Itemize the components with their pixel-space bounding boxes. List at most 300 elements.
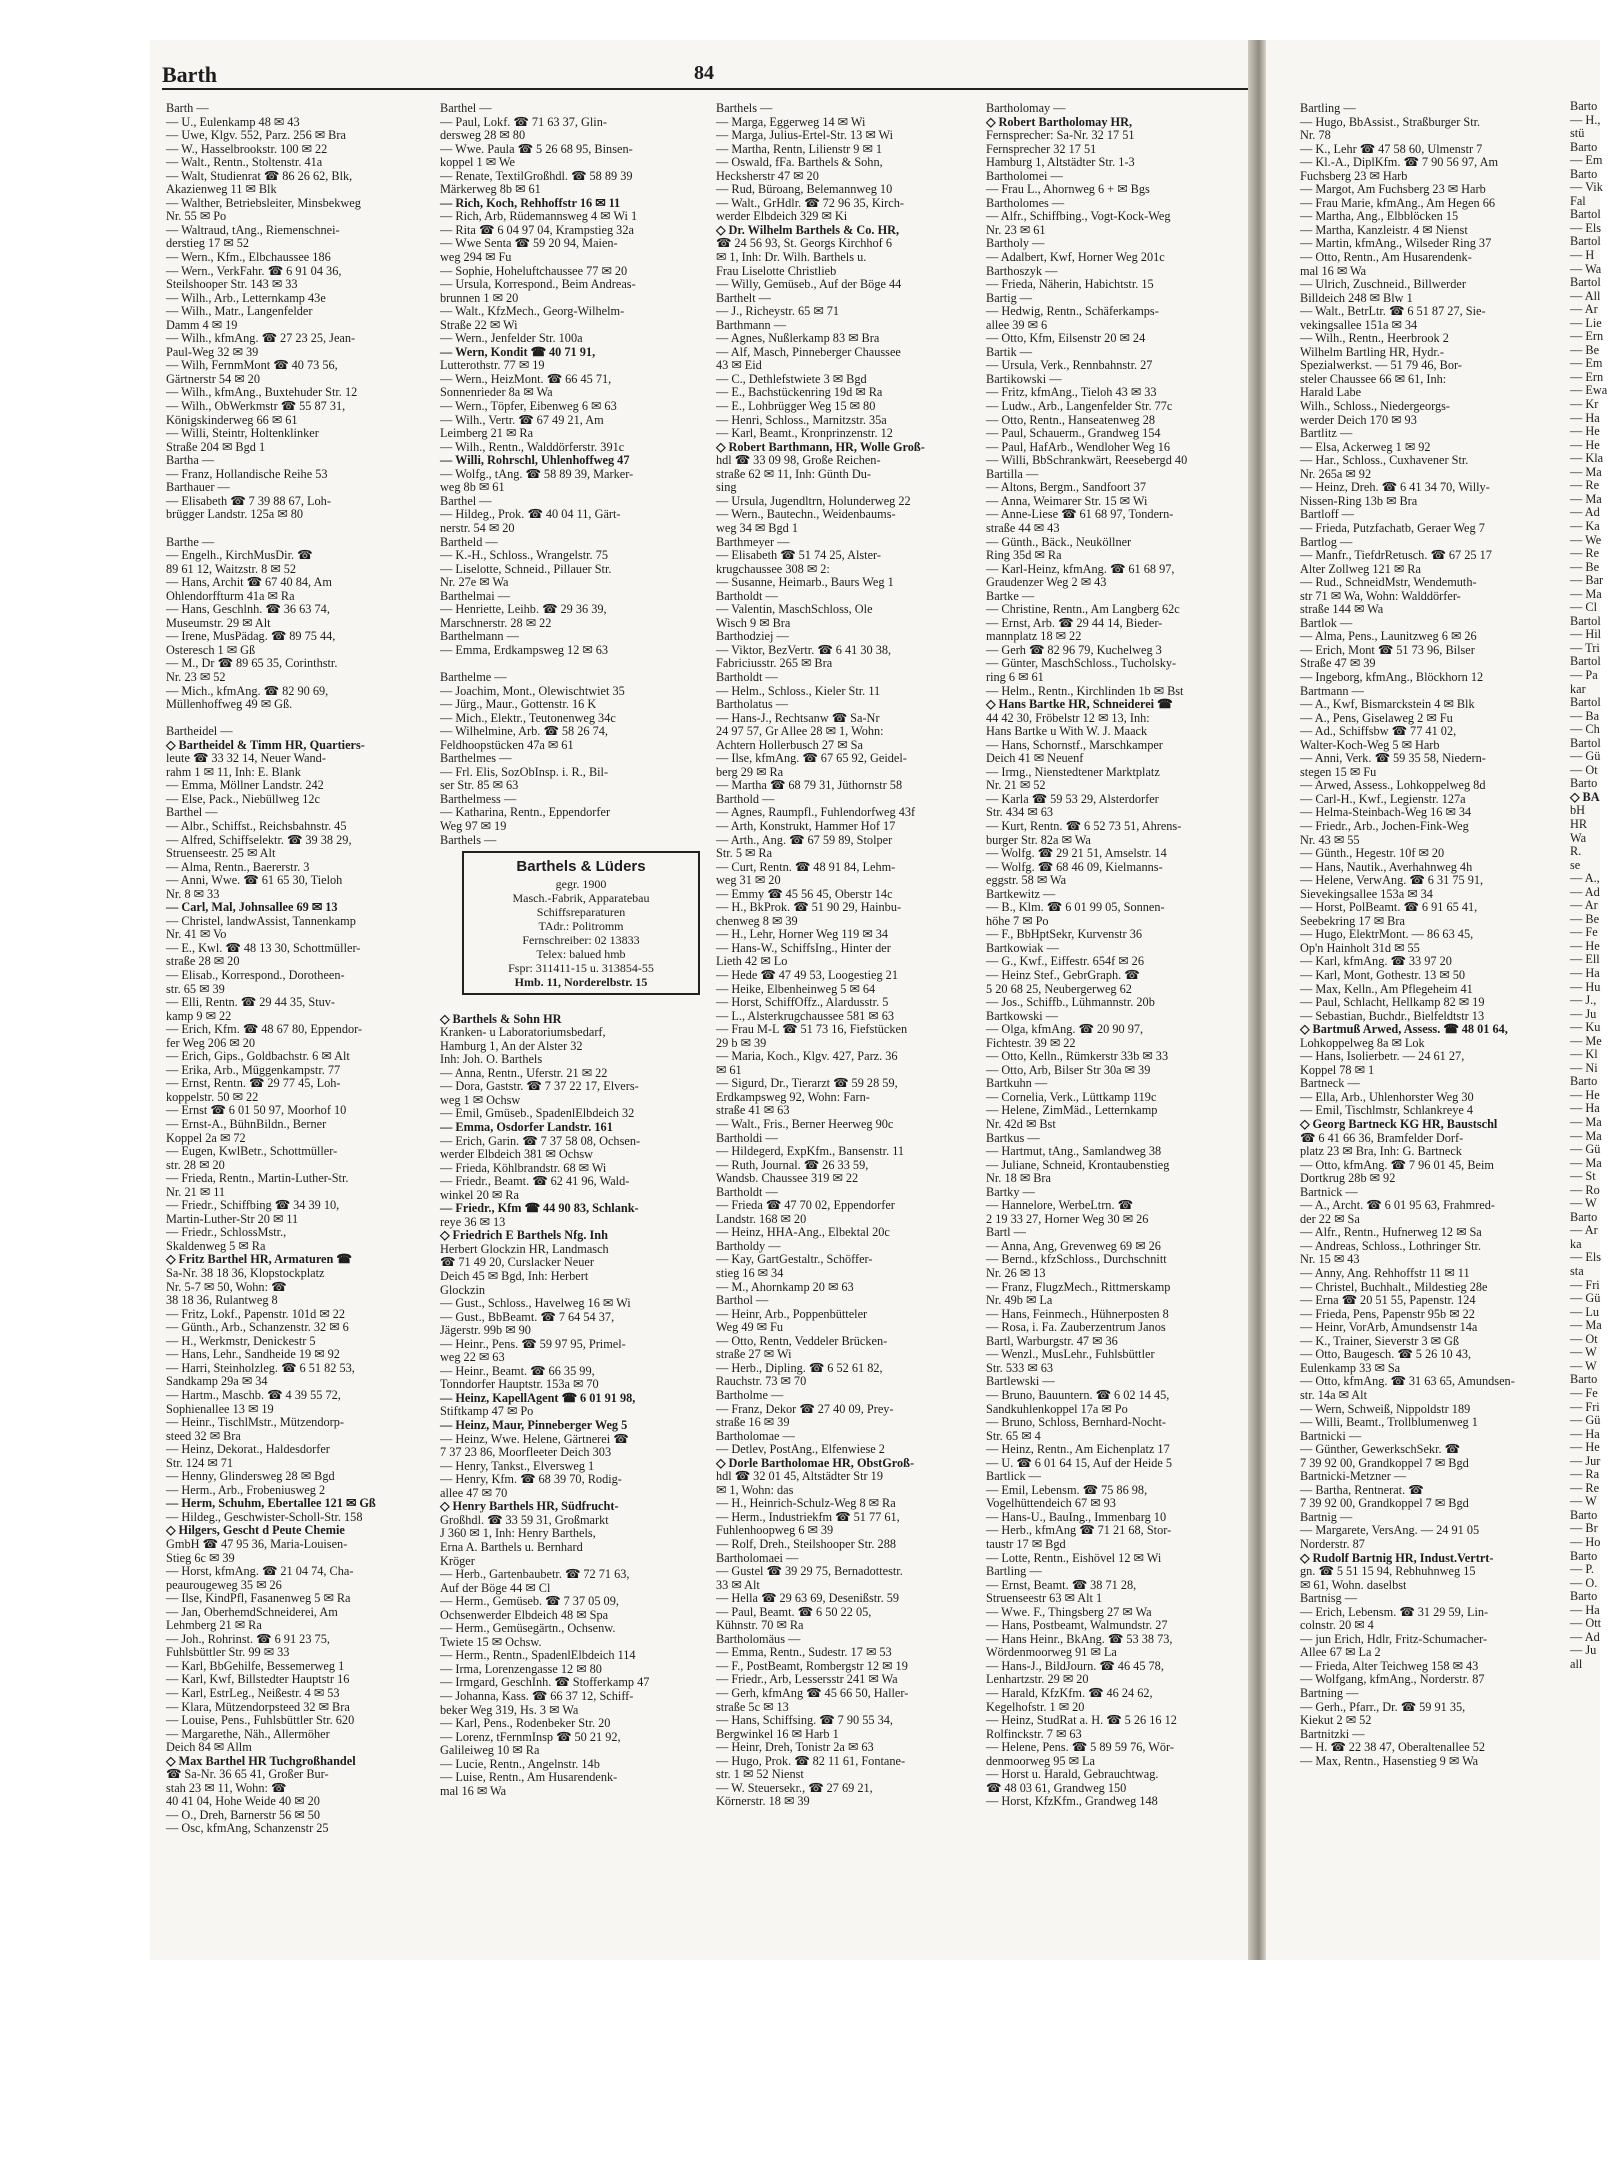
entry-line: — Elisabeth ☎ 7 39 88 67, Loh-: [166, 493, 331, 508]
entry-line: — Otto, Kfm, Eilsenstr 20 ✉ 24: [986, 331, 1146, 346]
entry-line: — Friedr., Arb., Jochen-Fink-Weg: [1300, 818, 1469, 833]
entry-line: — Ma: [1570, 586, 1602, 601]
entry-line: — J., Richeystr. 65 ✉ 71: [716, 304, 840, 319]
entry-line: — Frieda, Pens, Papenstr 95b ✉ 22: [1300, 1306, 1475, 1321]
entry-line: — He: [1570, 424, 1600, 439]
entry-line: — Lu: [1570, 1304, 1600, 1319]
entry-line: — K., Lehr ☎ 47 58 60, Ulmenstr 7: [1300, 141, 1483, 156]
entry-line: — Günth., Arb., Schanzenstr. 32 ✉ 6: [166, 1320, 349, 1335]
entry-line: — Paul, Schlacht, Hellkamp 82 ✉ 19: [1300, 995, 1485, 1010]
entry-line: — Ma: [1570, 1115, 1602, 1130]
entry-line: Wandsb. Chaussee 319 ✉ 22: [716, 1171, 859, 1186]
entry-line: — Martha, Ang., Elbblöcken 15: [1300, 209, 1459, 224]
entry-line: — Walt., Rentn., Stoltenstr. 41a: [166, 155, 323, 170]
entry-line: — Arth, Konstrukt, Hammer Hof 17: [716, 818, 896, 833]
entry-line: — Friedr., Arb, Lessersstr 241 ✉ Wa: [716, 1672, 898, 1687]
entry-line: Fichtestr. 39 ✉ 22: [986, 1035, 1076, 1050]
entry-line: — Erika, Arb., Müggenkampstr. 77: [166, 1062, 341, 1077]
entry-line: — Altons, Bergm., Sandfoort 37: [986, 480, 1146, 495]
entry-line: — Hildegerd, ExpKfm., Bansenstr. 11: [716, 1144, 905, 1159]
entry-line: Barthodziej —: [716, 629, 789, 644]
entry-line: — Willi, BbSchrankwärt, Reesebergd 40: [986, 453, 1188, 468]
entry-line: — Martha, Kanzleistr. 4 ✉ Nienst: [1300, 222, 1468, 237]
entry-line: ◇ Fritz Barthel HR, Armaturen ☎: [166, 1252, 352, 1267]
entry-line: Barthauer —: [166, 480, 230, 495]
entry-line: — Agnes, Raumpfl., Fuhlendorfweg 43f: [716, 805, 916, 820]
entry-line: — Heinr., Pens. ☎ 59 97 95, Primel-: [440, 1336, 626, 1351]
entry-line: ◇ Georg Bartneck KG HR, Baustschl: [1300, 1117, 1498, 1132]
advert-address: Hmb. 11, Norderelbstr. 15: [514, 975, 648, 990]
entry-line: Steilshooper Str. 143 ✉ 33: [166, 277, 298, 292]
header-rule: [162, 88, 1262, 90]
entry-line: brunnen 1 ✉ 20: [440, 290, 519, 305]
entry-line: werder Elbdeich 381 ✉ Ochsw: [440, 1147, 594, 1162]
entry-line: Sandkamp 29a ✉ 34: [166, 1374, 268, 1389]
entry-line: Koppel 2a ✉ 72: [166, 1130, 246, 1145]
entry-line: Rauchstr. 73 ✉ 70: [716, 1374, 807, 1389]
entry-line: — L., Alsterkrugchaussee 581 ✉ 63: [716, 1008, 894, 1023]
entry-line: Op'n Hainholt 31d ✉ 55: [1300, 940, 1420, 955]
entry-line: — Fe: [1570, 925, 1598, 940]
entry-line: — Günth., Hegestr. 10f ✉ 20: [1300, 846, 1445, 861]
entry-line: — Rich, Arb, Rüdemannsweg 4 ✉ Wi 1: [440, 209, 638, 224]
entry-line: — Alf, Masch, Pinneberger Chaussee: [716, 344, 901, 359]
entry-line: — Wilh., Matr., Langenfelder: [166, 304, 313, 319]
entry-line: — Fritz, Lokf., Papenstr. 101d ✉ 22: [166, 1306, 346, 1321]
entry-line: — Otto, Arb, Bilser Str 30a ✉ 39: [986, 1062, 1151, 1077]
entry-line: — A.,: [1570, 871, 1600, 886]
entry-line: — Ingeborg, kfmAng., Blöckhorn 12: [1300, 669, 1484, 684]
entry-line: Bartl —: [986, 1225, 1026, 1240]
entry-line: — Be: [1570, 559, 1600, 574]
entry-line: ring 6 ✉ 61: [986, 669, 1044, 684]
entry-line: Bartnig —: [1300, 1509, 1353, 1524]
entry-line: — Margot, Am Fuchsberg 23 ✉ Harb: [1300, 182, 1486, 197]
entry-line: — Heinr., TischlMstr., Mützendorp-: [166, 1415, 344, 1430]
entry-line: — Frieda, Alter Teichweg 158 ✉ 43: [1300, 1658, 1479, 1673]
entry-line: straße 41 ✉ 63: [716, 1103, 790, 1118]
entry-line: Str. 533 ✉ 63: [986, 1360, 1054, 1375]
entry-line: — U. ☎ 6 01 64 15, Auf der Heide 5: [986, 1455, 1173, 1470]
entry-line: 5 20 68 25, Neubergerweg 62: [986, 981, 1132, 996]
entry-line: — Heinz, KapellAgent ☎ 6 01 91 98,: [440, 1390, 636, 1405]
entry-line: Bartkowski —: [986, 1008, 1059, 1023]
entry-line: — Walther, Betriebsleiter, Minsbekweg: [166, 195, 361, 210]
entry-line: Bartky —: [986, 1184, 1035, 1199]
entry-line: — Horst u. Harald, Gebrauchtwag.: [986, 1767, 1159, 1782]
entry-line: Barthels —: [716, 101, 773, 115]
entry-line: — Re: [1570, 478, 1600, 493]
entry-line: — Hil: [1570, 627, 1602, 642]
entry-line: — Ju: [1570, 1006, 1597, 1021]
advert-line: Schiffsreparaturen: [536, 905, 626, 920]
entry-line: — Hans, Lehr., Sandheide 19 ✉ 92: [166, 1347, 340, 1362]
entry-line: str. 65 ✉ 39: [166, 981, 225, 996]
entry-line: — Irmg., Nienstedtener Marktplatz: [986, 764, 1160, 779]
entry-line: Bartol: [1570, 275, 1601, 290]
entry-line: — Gü: [1570, 1291, 1601, 1306]
entry-line: sta: [1570, 1264, 1584, 1279]
entry-line: — Anne-Liese ☎ 61 68 97, Tondern-: [986, 507, 1174, 522]
entry-line: Bartholomes —: [986, 195, 1065, 210]
entry-line: — Joachim, Mont., Olewischtwiet 35: [440, 683, 625, 698]
entry-line: 7 37 23 86, Moorfleeter Deich 303: [440, 1445, 612, 1460]
entry-line: — Waltraud, tAng., Riemenschnei-: [166, 222, 340, 237]
entry-line: — Mich., kfmAng. ☎ 82 90 69,: [166, 683, 329, 698]
directory-column-3: [716, 102, 984, 1809]
entry-line: — Ulrich, Zuschneid., Billwerder: [1300, 277, 1466, 292]
entry-line: — Henry, Kfm. ☎ 68 39 70, Rodig-: [440, 1472, 622, 1487]
entry-line: — Martha ☎ 68 79 31, Jüthornstr 58: [716, 778, 903, 793]
entry-line: all: [1570, 1656, 1583, 1671]
entry-line: — Gerh., Pfarr., Dr. ☎ 59 91 35,: [1300, 1699, 1466, 1714]
entry-line: Barto: [1570, 1589, 1598, 1604]
entry-line: Martin-Luther-Str 20 ✉ 11: [166, 1211, 299, 1226]
entry-line: Auf der Böge 44 ✉ Cl: [440, 1580, 551, 1595]
entry-line: — Ni: [1570, 1060, 1598, 1075]
entry-line: — Kay, GartGestaltr., Schöffer-: [716, 1252, 873, 1267]
entry-line: — Hans, Nautik., Averhahnweg 4h: [1300, 859, 1473, 874]
entry-line: — Franz, Hollandische Reihe 53: [166, 466, 328, 481]
entry-line: — Lorenz, tFernmInsp ☎ 50 21 92,: [440, 1729, 621, 1744]
entry-line: — Hans, Schornstf., Marschkamper: [986, 737, 1163, 752]
entry-line: hdl ☎ 32 01 45, Altstädter Str 19: [716, 1469, 883, 1484]
entry-line: — Herb., kfmAng ☎ 71 21 68, Stor-: [986, 1523, 1172, 1538]
entry-line: — Max, Rentn., Hasenstieg 9 ✉ Wa: [1300, 1753, 1479, 1768]
entry-line: Ring 35d ✉ Ra: [986, 548, 1062, 563]
entry-line: Bergwinkel 16 ✉ Harb 1: [716, 1726, 839, 1741]
entry-line: — Valentin, MaschSchloss, Ole: [716, 602, 873, 617]
entry-line: — Klara, Mützendorpsteed 32 ✉ Bra: [166, 1699, 350, 1714]
entry-line: 7 39 92 00, Grandkoppel 7 ✉ Bgd: [1300, 1455, 1469, 1470]
entry-line: — Frau Marie, kfmAng., Am Hegen 66: [1300, 195, 1496, 210]
entry-line: Straße 204 ✉ Bgd 1: [166, 439, 266, 454]
entry-line: — Karl, Mont, Gothestr. 13 ✉ 50: [1300, 968, 1466, 982]
entry-line: Erdkampsweg 92, Wohn: Farn-: [716, 1089, 870, 1104]
entry-line: — Wern., Kfm., Elbchaussee 186: [166, 250, 331, 265]
entry-line: Barthelmann —: [440, 629, 519, 644]
entry-line: — Olga, kfmAng. ☎ 20 90 97,: [986, 1022, 1144, 1037]
entry-line: — Elsa, Ackerweg 1 ✉ 92: [1300, 439, 1431, 454]
entry-line: Lenhartzstr. 29 ✉ 20: [986, 1672, 1089, 1687]
entry-line: — Oswald, fFa. Barthels & Sohn,: [716, 155, 883, 170]
entry-line: Nr. 5-7 ✉ 50, Wohn: ☎: [166, 1279, 287, 1294]
entry-line: — Herb., Gartenbaubetr. ☎ 72 71 63,: [440, 1567, 630, 1582]
entry-line: Nr. 49b ✉ La: [986, 1293, 1053, 1308]
entry-line: — Re: [1570, 546, 1600, 561]
entry-line: — St: [1570, 1169, 1596, 1184]
entry-line: — Sebastian, Buchdr., Bielfeldtstr 13: [1300, 1008, 1485, 1023]
entry-line: — Heinz, Wwe. Helene, Gärtnerei ☎: [440, 1431, 629, 1446]
entry-line: Koppel 78 ✉ 1: [1300, 1062, 1375, 1077]
entry-line: — Hildeg., Prok. ☎ 40 04 11, Gärt-: [440, 507, 621, 522]
entry-line: vekingsallee 151a ✉ 34: [1300, 317, 1418, 332]
entry-line: — Fri: [1570, 1399, 1600, 1414]
entry-line: — Hannelore, WerbeLtrn. ☎: [986, 1198, 1133, 1213]
entry-line: — W: [1570, 1196, 1597, 1211]
entry-line: — jun Erich, Hdlr, Fritz-Schumacher-: [1300, 1631, 1488, 1646]
entry-line: Seebekring 17 ✉ Bra: [1300, 913, 1405, 928]
entry-line: — Henny, Glindersweg 28 ✉ Bgd: [166, 1469, 335, 1484]
entry-line: Bartlok —: [1300, 615, 1353, 630]
entry-line: — Emma, Rentn., Sudestr. 17 ✉ 53: [716, 1645, 892, 1660]
entry-line: Rolfinckstr. 7 ✉ 63: [986, 1726, 1082, 1741]
entry-line: — Willy, Gemüseb., Auf der Böge 44: [716, 277, 902, 292]
entry-line: Bartkuhn —: [986, 1076, 1048, 1091]
entry-line: — Juliane, Schneid, Krontaubenstieg: [986, 1157, 1170, 1172]
entry-line: — Emma, Osdorfer Landstr. 161: [440, 1120, 613, 1134]
entry-line: Straße 22 ✉ Wi: [440, 317, 518, 332]
entry-line: Lutterothstr. 77 ✉ 19: [440, 358, 545, 373]
entry-line: ☎ 48 03 61, Grandweg 150: [986, 1780, 1127, 1795]
entry-line: stieg 16 ✉ 34: [716, 1266, 784, 1281]
entry-line: — Karl, Kwf, Billstedter Hauptstr 16: [166, 1672, 350, 1687]
entry-line: Bartheld —: [440, 534, 498, 549]
entry-line: straße 16 ✉ 39: [716, 1415, 790, 1430]
entry-line: — Ern: [1570, 329, 1604, 344]
entry-line: — Horst, PolBeamt. ☎ 6 91 65 41,: [1300, 900, 1478, 915]
entry-line: Barthel —: [440, 101, 492, 115]
entry-line: ◇ Henry Barthels HR, Südfrucht-: [440, 1499, 619, 1514]
entry-line: — Manfr., TiefdrRetusch. ☎ 67 25 17: [1300, 548, 1492, 563]
entry-line: Stiftkamp 47 ✉ Po: [440, 1404, 534, 1419]
entry-line: — Hans, Archit ☎ 67 40 84, Am: [166, 575, 332, 590]
entry-line: — H.,: [1570, 112, 1601, 127]
entry-line: — Hans, Geschlnh. ☎ 36 63 74,: [166, 602, 330, 617]
entry-line: — M., Ahornkamp 20 ✉ 63: [716, 1279, 854, 1294]
entry-line: str. 1 ✉ 52 Nienst: [716, 1767, 804, 1782]
entry-line: krugchaussee 308 ✉ 2:: [716, 561, 830, 576]
entry-line: Sonnenrieder 8a ✉ Wa: [440, 385, 553, 400]
entry-line: Hecksherstr 47 ✉ 20: [716, 168, 819, 183]
next-page-edge: [1268, 99, 1608, 1950]
entry-line: Ochsenwerder Elbdeich 48 ✉ Spa: [440, 1607, 609, 1622]
entry-line: — Hans-U., BauIng., Immenbarg 10: [986, 1509, 1167, 1524]
entry-line: — Alma, Pens., Launitzweg 6 ✉ 26: [1300, 629, 1477, 644]
entry-line: koppel 1 ✉ We: [440, 155, 515, 170]
entry-line: Müllenhoffweg 49 ✉ Gß.: [166, 697, 293, 712]
entry-line: — Günter, MaschSchloss., Tucholsky-: [986, 656, 1177, 671]
entry-line: — Otto, kfmAng. ☎ 7 96 01 45, Beim: [1300, 1157, 1494, 1172]
entry-line: — Curt, Rentn. ☎ 48 91 84, Lehm-: [716, 859, 896, 874]
entry-line: — Hede ☎ 47 49 53, Loogestieg 21: [716, 968, 898, 982]
entry-line: — Carl-H., Kwf., Legienstr. 127a: [1300, 791, 1466, 806]
entry-line: — M., Dr ☎ 89 65 35, Corinthstr.: [166, 656, 338, 671]
entry-line: — Otto, Baugesch. ☎ 5 26 10 43,: [1300, 1347, 1472, 1362]
entry-line: Barthelmess —: [440, 791, 517, 806]
entry-line: ◇ Robert Barthmann, HR, Wolle Groß-: [716, 439, 925, 454]
entry-line: — Herm., Arb., Frobeniusweg 2: [166, 1482, 326, 1497]
entry-line: gn. ☎ 5 51 15 94, Rebhuhnweg 15: [1300, 1564, 1476, 1579]
entry-line: Bartholomaei —: [716, 1550, 799, 1565]
entry-line: 33 ✉ Alt: [716, 1577, 760, 1592]
entry-line: — Bartha, Rentnerat. ☎: [1300, 1482, 1424, 1497]
entry-line: [440, 999, 708, 1013]
entry-line: — Irene, MusPädag. ☎ 89 75 44,: [166, 629, 336, 644]
advert-line: gegr. 1900: [555, 877, 607, 892]
entry-line: Nr. 23 ✉ 52: [166, 669, 226, 684]
entry-line: werder Deich 170 ✉ 93: [1300, 412, 1417, 427]
entry-line: — Wenzl., MusLehr., Fuhlsbüttler: [986, 1347, 1155, 1362]
entry-line: — Emmy ☎ 45 56 45, Oberstr 14c: [716, 886, 893, 901]
entry-line: — H., Werkmstr, Denickestr 5: [166, 1333, 316, 1348]
entry-line: — Else, Pack., Niebüllweg 12c: [166, 791, 321, 806]
entry-line: — Ha: [1570, 1101, 1600, 1116]
entry-line: — Wolfg. ☎ 68 46 09, Kielmanns-: [986, 859, 1163, 874]
entry-line: Nr. 18 ✉ Bra: [986, 1171, 1051, 1186]
entry-line: — Alfr., Schiffbing., Vogt-Kock-Weg: [986, 209, 1171, 224]
directory-column-2: [440, 102, 708, 1798]
entry-line: ◇ Rudolf Bartnig HR, Indust.Vertrt-: [1300, 1550, 1494, 1565]
entry-line: — Ma: [1570, 1155, 1602, 1170]
entry-line: [166, 712, 428, 726]
entry-line: Barto: [1570, 1507, 1598, 1522]
entry-line: mal 16 ✉ Wa: [1300, 263, 1367, 278]
entry-line: — Heinz Stef., GebrGraph. ☎: [986, 968, 1140, 982]
entry-line: — Fri: [1570, 1277, 1600, 1292]
advert-line: Masch.-Fabrik, Apparatebau: [512, 891, 650, 906]
entry-line: Barthol —: [716, 1293, 769, 1308]
entry-line: — Franz, FlugzMech., Rittmerskamp: [986, 1279, 1171, 1294]
entry-line: Hamburg 1, An der Alster 32: [440, 1038, 583, 1053]
entry-line: Bartilla —: [986, 466, 1039, 481]
entry-line: ◇ Bartmuß Arwed, Assess. ☎ 48 01 64,: [1300, 1022, 1508, 1037]
entry-line: Jägerstr. 99b ✉ 90: [440, 1323, 531, 1338]
entry-line: Tonndorfer Hauptstr. 153a ✉ 70: [440, 1377, 599, 1392]
entry-line: weg 1 ✉ Ochsw: [440, 1092, 521, 1107]
entry-line: — Me: [1570, 1033, 1602, 1048]
entry-line: — Helene, Pens. ☎ 5 89 59 76, Wör-: [986, 1740, 1174, 1755]
entry-line: — Otto, Rentn., Am Husarendenk-: [1300, 250, 1472, 265]
entry-line: Str. 65 ✉ 4: [986, 1428, 1041, 1443]
entry-line: — Heinr, Arb., Poppenbütteler: [716, 1306, 868, 1321]
entry-line: — Kla: [1570, 451, 1604, 466]
entry-line: — Louise, Pens., Fuhlsbüttler Str. 620: [166, 1713, 355, 1728]
entry-line: — Ho: [1570, 1534, 1601, 1549]
entry-line: Bartol: [1570, 613, 1601, 628]
entry-line: Deich 84 ✉ Allm: [166, 1740, 252, 1755]
entry-line: Wilhelm Bartling HR, Hydr.-: [1300, 344, 1444, 359]
entry-line: — F., PostBeamt, Rombergstr 12 ✉ 19: [716, 1658, 908, 1673]
entry-line: höhe 7 ✉ Po: [986, 913, 1049, 928]
entry-line: — Ursula, Verk., Rennbahnstr. 27: [986, 358, 1153, 373]
entry-line: — Heinr, VorArb, Amundsenstr 14a: [1300, 1320, 1478, 1335]
entry-line: Bartneck —: [1300, 1076, 1360, 1091]
directory-column-1: [166, 102, 428, 1836]
entry-line: — Adalbert, Kwf, Horner Weg 201c: [986, 250, 1165, 265]
entry-line: — Ar: [1570, 302, 1598, 317]
entry-line: — Alma, Rentn., Baererstr. 3: [166, 859, 310, 874]
entry-line: — Herb., Dipling. ☎ 6 52 61 82,: [716, 1360, 883, 1375]
entry-line: — B., Klm. ☎ 6 01 99 05, Sonnen-: [986, 900, 1165, 915]
entry-line: — Lotte, Rentn., Eishövel 12 ✉ Wi: [986, 1550, 1162, 1565]
entry-line: — Cornelia, Verk., Lüttkamp 119c: [986, 1089, 1157, 1104]
entry-line: — Hella ☎ 29 63 69, Desenißstr. 59: [716, 1591, 900, 1606]
entry-line: Weg 49 ✉ Fu: [716, 1320, 784, 1335]
entry-line: — Lie: [1570, 315, 1602, 330]
entry-line: — Dora, Gaststr. ☎ 7 37 22 17, Elvers-: [440, 1079, 639, 1094]
entry-line: — Ku: [1570, 1020, 1601, 1035]
entry-line: allee 47 ✉ 70: [440, 1485, 508, 1500]
entry-line: — O., Dreh, Barnerstr 56 ✉ 50: [166, 1807, 321, 1822]
entry-line: straße 28 ✉ 20: [166, 954, 240, 969]
entry-line: — Tri: [1570, 640, 1600, 655]
entry-line: — Walt., KfzMech., Georg-Wilhelm-: [440, 304, 625, 319]
entry-line: bH: [1570, 803, 1586, 818]
entry-line: — Martin, kfmAng., Wilseder Ring 37: [1300, 236, 1492, 251]
entry-line: stü: [1570, 126, 1585, 141]
entry-line: — Agnes, Nußlerkamp 83 ✉ Bra: [716, 331, 880, 346]
entry-line: — Frieda, Putzfachatb, Geraer Weg 7: [1300, 520, 1485, 535]
entry-line: Königskinderweg 66 ✉ 61: [166, 412, 298, 427]
entry-line: Spezialwerkst. — 51 79 46, Bor-: [1300, 358, 1462, 373]
entry-line: Nr. 26 ✉ 13: [986, 1266, 1046, 1281]
entry-line: Nr. 23 ✉ 61: [986, 222, 1046, 237]
entry-line: Großhdl. ☎ 33 59 31, Großmarkt: [440, 1512, 609, 1527]
entry-line: Bartholomäus —: [716, 1631, 801, 1646]
entry-line: — Harald, KfzKfm. ☎ 46 24 62,: [986, 1685, 1153, 1700]
entry-line: — Paul, Schauerm., Grandweg 154: [986, 426, 1161, 441]
entry-line: — Be: [1570, 911, 1600, 926]
entry-line: straße 44 ✉ 43: [986, 520, 1060, 535]
entry-line: — Hans-J., BildJourn. ☎ 46 45 78,: [986, 1658, 1164, 1673]
entry-line: — Rosa, i. Fa. Zauberzentrum Janos: [986, 1320, 1166, 1335]
entry-line: — Hugo, ElektrMont. — 86 63 45,: [1300, 927, 1474, 942]
entry-line: — Elli, Rentn. ☎ 29 44 35, Stuv-: [166, 995, 336, 1010]
entry-line: — Irma, Lorenzengasse 12 ✉ 80: [440, 1661, 602, 1676]
entry-line: ◇ BA: [1570, 789, 1600, 804]
entry-line: Norderstr. 87: [1300, 1536, 1365, 1551]
entry-line: kamp 9 ✉ 22: [166, 1008, 232, 1023]
entry-line: Deich 45 ✉ Bgd, Inh: Herbert: [440, 1269, 589, 1284]
entry-line: eggstr. 58 ✉ Wa: [986, 873, 1067, 888]
entry-line: GmbH ☎ 47 95 36, Maria-Louisen-: [166, 1536, 348, 1551]
entry-line: — Bruno, Bauuntern. ☎ 6 02 14 45,: [986, 1387, 1170, 1402]
entry-line: Barto: [1570, 1548, 1598, 1563]
entry-line: — Gü: [1570, 1142, 1601, 1157]
entry-line: Bartnick —: [1300, 1184, 1358, 1199]
entry-line: — Herm, Schuhm, Ebertallee 121 ✉ Gß: [166, 1496, 376, 1511]
entry-line: — Ad: [1570, 884, 1600, 899]
entry-line: — Bar: [1570, 573, 1604, 588]
entry-line: colnstr. 20 ✉ 4: [1300, 1618, 1374, 1633]
entry-line: Barthmeyer —: [716, 534, 790, 549]
entry-line: Märkerweg 8b ✉ 61: [440, 182, 541, 197]
entry-line: Fuchsberg 23 ✉ Harb: [1300, 168, 1408, 183]
entry-line: Barthoszyk —: [986, 263, 1058, 278]
entry-line: Glockzin: [440, 1282, 486, 1297]
entry-line: — Wwe. F., Thingsberg 27 ✉ Wa: [986, 1604, 1152, 1619]
entry-line: — He: [1570, 1440, 1600, 1455]
advert-line: TAdr.: Politromm: [538, 919, 624, 934]
entry-line: — Christel, landwAssist, Tannenkamp: [166, 913, 356, 928]
entry-line: — Anna, Weimarer Str. 15 ✉ Wi: [986, 493, 1148, 508]
entry-line: Harald Labe: [1300, 385, 1362, 400]
entry-line: — Wilh., ObWerkmstr ☎ 55 87 31,: [166, 399, 346, 414]
entry-line: Bartkowiak —: [986, 940, 1059, 955]
entry-line: str. 14a ✉ Alt: [1300, 1387, 1368, 1402]
entry-line: sing: [716, 480, 737, 495]
entry-line: Bartlewski —: [986, 1374, 1055, 1389]
entry-line: — W: [1570, 1494, 1597, 1509]
entry-line: — Marga, Eggerweg 14 ✉ Wi: [716, 114, 866, 129]
entry-line: — E., Kwl. ☎ 48 13 30, Schottmüller-: [166, 940, 361, 955]
entry-line: Nr. 55 ✉ Po: [166, 209, 227, 224]
entry-line: — Hartmut, tAng., Samlandweg 38: [986, 1144, 1162, 1159]
entry-line: — Els: [1570, 220, 1602, 235]
entry-line: Nr. 43 ✉ 55: [1300, 832, 1360, 847]
entry-line: Nr. 21 ✉ 11: [166, 1184, 226, 1199]
